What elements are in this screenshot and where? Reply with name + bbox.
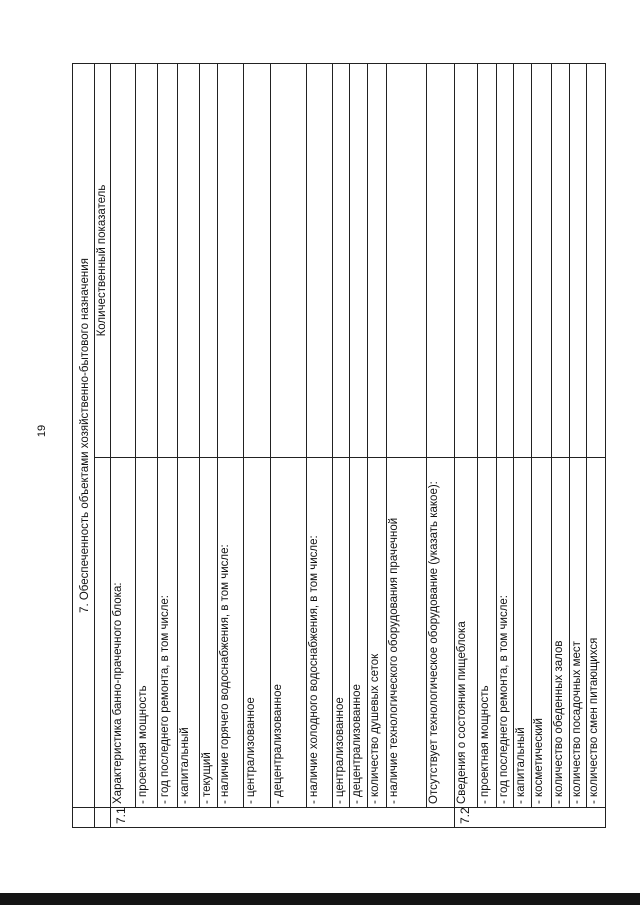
item-value	[200, 64, 218, 458]
rotated-table-wrapper	[72, 64, 620, 828]
table-row	[587, 64, 606, 828]
item-value	[158, 64, 178, 458]
item-value	[552, 64, 570, 458]
item-label: - количество смен питающихся	[587, 458, 606, 808]
page-number: 19	[36, 424, 49, 438]
title-row	[73, 64, 95, 828]
item-label: Характеристика банно-прачечного блока:	[111, 458, 136, 808]
table-row	[497, 64, 514, 828]
table-container	[72, 64, 620, 828]
item-value	[570, 64, 587, 458]
table-row	[368, 64, 387, 828]
item-label: - текущий	[200, 458, 218, 808]
item-value	[178, 64, 200, 458]
item-label: - количество обеденных залов	[552, 458, 570, 808]
item-label: - количество душевых сеток	[368, 458, 387, 808]
item-value	[497, 64, 514, 458]
item-value	[387, 64, 427, 458]
item-value	[478, 64, 497, 458]
table-row	[136, 64, 158, 828]
table-row	[350, 64, 368, 828]
item-label: - проектная мощность	[478, 458, 497, 808]
table-row	[307, 64, 333, 828]
table-row	[271, 64, 307, 828]
table-row	[200, 64, 218, 828]
item-number: 7.2	[455, 808, 606, 828]
item-label: Сведения о состоянии пищеблока	[455, 458, 478, 808]
value-column-header: Количественный показатель	[95, 64, 111, 458]
item-label: - наличие холодного водоснабжения, в том числе:	[307, 458, 333, 808]
table-row	[178, 64, 200, 828]
table-row	[158, 64, 178, 828]
item-value	[514, 64, 532, 458]
item-label: - децентрализованное	[271, 458, 307, 808]
table-row	[387, 64, 427, 828]
item-value	[333, 64, 350, 458]
item-value	[532, 64, 552, 458]
header-name-cell	[95, 458, 111, 808]
table-row	[218, 64, 244, 828]
item-label: - год последнего ремонта, в том числе:	[158, 458, 178, 808]
item-value	[307, 64, 333, 458]
table-row	[552, 64, 570, 828]
item-label: Отсутствует технологическое оборудование (указать какое):	[427, 458, 455, 808]
item-value	[427, 64, 455, 458]
item-value	[136, 64, 158, 458]
title-number-cell	[73, 808, 95, 828]
item-label: - количество посадочных мест	[570, 458, 587, 808]
header-number-cell	[95, 808, 111, 828]
item-value	[244, 64, 271, 458]
item-label: - наличие технологического оборудования прачечной	[387, 458, 427, 808]
table-row	[333, 64, 350, 828]
table-row	[427, 64, 455, 828]
table-row	[532, 64, 552, 828]
item-value	[455, 64, 478, 458]
table-row	[570, 64, 587, 828]
item-label: - централизованное	[244, 458, 271, 808]
item-label: - капитальный	[514, 458, 532, 808]
item-value	[218, 64, 244, 458]
item-value	[111, 64, 136, 458]
item-value	[350, 64, 368, 458]
item-value	[271, 64, 307, 458]
scan-bottom-edge	[0, 893, 640, 905]
table-row	[478, 64, 497, 828]
item-label: - централизованное	[333, 458, 350, 808]
table-row	[455, 64, 478, 828]
item-label: - проектная мощность	[136, 458, 158, 808]
header-row	[95, 64, 111, 828]
table-row	[111, 64, 136, 828]
facilities-table	[72, 63, 606, 828]
item-value	[587, 64, 606, 458]
table-row	[514, 64, 532, 828]
item-label: - капитальный	[178, 458, 200, 808]
item-number: 7.1	[111, 808, 455, 828]
item-label: - децентрализованное	[350, 458, 368, 808]
item-label: - год последнего ремонта, в том числе:	[497, 458, 514, 808]
section-title: 7. Обеспеченность объектами хозяйственно-бытового назначения	[73, 64, 95, 808]
table-row	[244, 64, 271, 828]
item-label: - косметический	[532, 458, 552, 808]
item-value	[368, 64, 387, 458]
item-label: - наличие горячего водоснабжения, в том числе:	[218, 458, 244, 808]
